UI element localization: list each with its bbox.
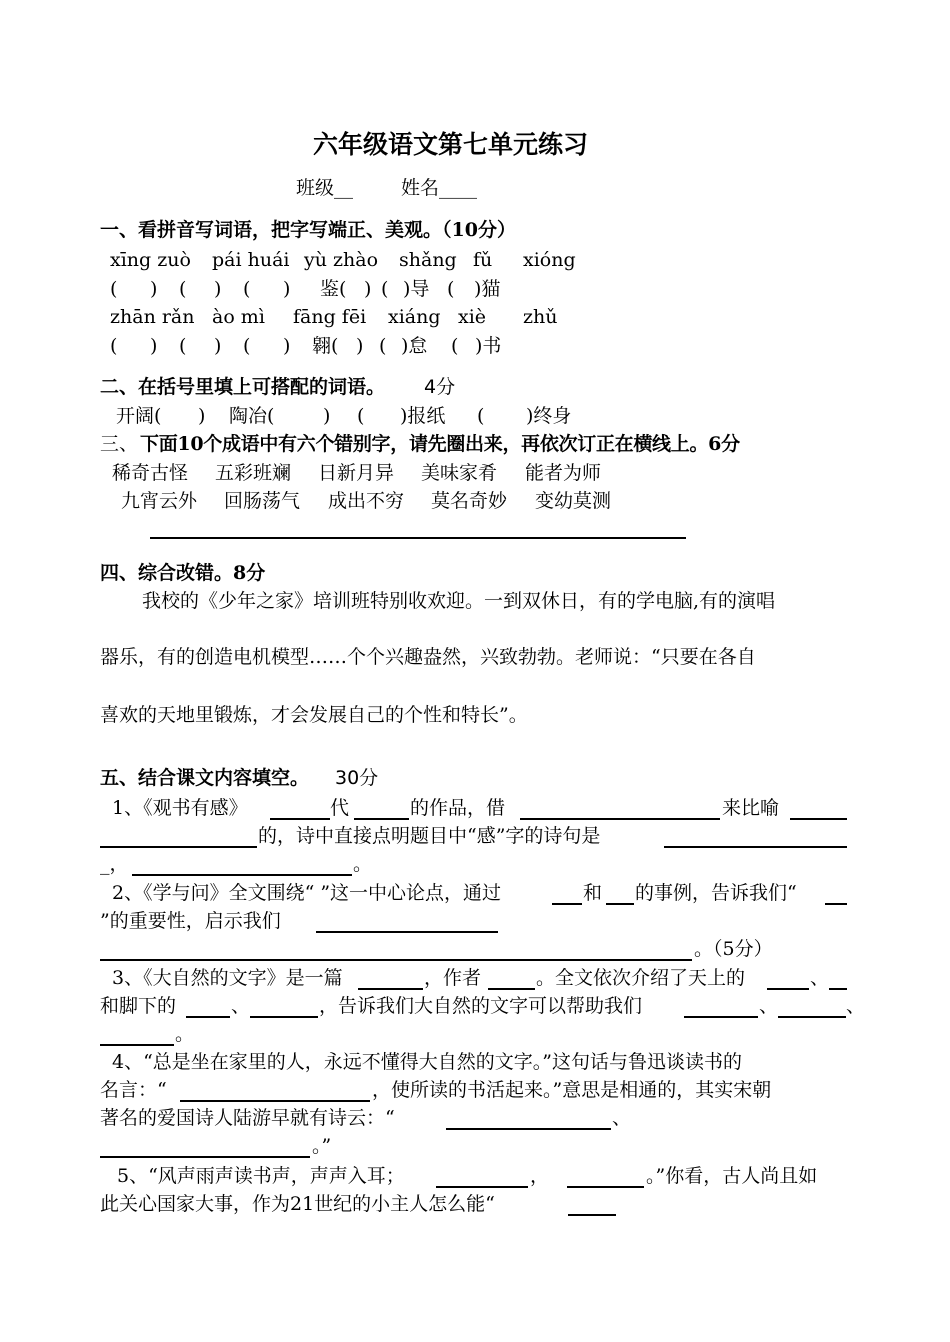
section-5-score: 30分: [335, 767, 379, 789]
answer-blank[interactable]: [568, 1214, 616, 1216]
q4-text: 。”: [312, 1135, 332, 1157]
pinyin-word: xiè: [458, 306, 487, 328]
answer-blank[interactable]: [100, 1156, 310, 1158]
q1-text: _，: [100, 853, 129, 875]
idiom: 成出不穷: [328, 490, 405, 512]
idiom: 九宵云外: [121, 490, 198, 512]
idiom: 变幼莫测: [535, 490, 612, 512]
section-1-heading: 一、看拼音写词语，把字写端正、美观。（10分）: [100, 219, 516, 241]
collocation-item: (: [477, 405, 485, 427]
answer-blank[interactable]: [606, 903, 634, 905]
bracket: )怠: [401, 335, 428, 357]
q3-text: ，告诉我们大自然的文字可以帮助我们: [319, 995, 643, 1017]
answer-blank[interactable]: [132, 874, 352, 876]
answer-blank[interactable]: [180, 1100, 370, 1102]
bracket: ): [356, 335, 364, 357]
idiom: 稀奇古怪: [112, 462, 189, 484]
answer-blank[interactable]: [100, 959, 692, 961]
answer-blank[interactable]: [358, 988, 423, 990]
answer-blank[interactable]: [354, 818, 409, 820]
bracket: ): [283, 278, 291, 300]
q3-text: 、: [810, 967, 830, 989]
pinyin-word: ào mì: [212, 306, 265, 328]
bracket: 翱(: [312, 335, 339, 357]
answer-blank[interactable]: [778, 1016, 846, 1018]
q1-text: 的，诗中直接点明题目中“感”字的诗句是: [258, 825, 601, 847]
answer-blank[interactable]: [552, 903, 582, 905]
bracket: (: [379, 335, 387, 357]
q5-text: 此关心国家大事，作为21世纪的小主人怎么能“: [100, 1193, 495, 1215]
q3-text: 。: [175, 1023, 195, 1045]
section-2-score: 4分: [424, 376, 456, 398]
answer-blank[interactable]: [316, 931, 498, 933]
q4-text: ，使所读的书活起来。”意思是相通的，其实宋朝: [372, 1079, 772, 1101]
bracket: 鉴(: [320, 278, 347, 300]
bracket: (: [179, 335, 187, 357]
q3-text: 、: [759, 995, 779, 1017]
pinyin-word: xióng: [523, 249, 576, 271]
q3-text: 。全文依次介绍了天上的: [536, 967, 746, 989]
pinyin-word: shǎng: [399, 249, 457, 271]
bracket: (: [381, 278, 389, 300]
q3-text: 、: [846, 995, 866, 1017]
correction-answer-line[interactable]: [150, 537, 686, 539]
page-title: 六年级语文第七单元练习: [313, 130, 589, 159]
q1-text: 。: [353, 853, 373, 875]
bracket: (: [110, 335, 118, 357]
q5-text: 5、“风声雨声读书声，声声入耳；: [117, 1165, 405, 1187]
q3-text: 3、《大自然的文字》是一篇: [112, 967, 343, 989]
answer-blank[interactable]: [250, 1016, 318, 1018]
paragraph-line: 器乐，有的创造电机模型……个个兴趣盎然，兴致勃勃。老师说：“只要在各自: [100, 646, 756, 668]
answer-blank[interactable]: [664, 846, 847, 848]
bracket: (: [243, 335, 251, 357]
bracket: ): [364, 278, 372, 300]
answer-blank[interactable]: [100, 846, 257, 848]
answer-blank[interactable]: [567, 1186, 644, 1188]
q4-text: 、: [612, 1107, 632, 1129]
answer-blank[interactable]: [520, 818, 720, 820]
bracket: )导: [403, 278, 430, 300]
paragraph-line: 喜欢的天地里锻炼，才会发展自己的个性和特长”。: [100, 704, 528, 726]
q4-text: 4、“总是坐在家里的人，永远不懂得大自然的文字。”这句话与鲁迅谈读书的: [112, 1051, 743, 1073]
pinyin-word: zhān rǎn: [110, 306, 195, 328]
answer-blank[interactable]: [684, 1016, 758, 1018]
answer-blank[interactable]: [767, 988, 809, 990]
q1-text: 1、《观书有感》: [112, 797, 248, 819]
q4-text: 著名的爱国诗人陆游早就有诗云：“: [100, 1107, 395, 1129]
bracket: ): [214, 335, 222, 357]
section-4-heading: 四、综合改错。8分: [100, 562, 266, 584]
paragraph-line: 我校的《少年之家》培训班特别收欢迎。一到双休日，有的学电脑,有的演唱: [142, 590, 776, 612]
name-label: 姓名____: [401, 177, 478, 199]
answer-blank[interactable]: [825, 903, 847, 905]
pinyin-word: xiáng: [388, 306, 441, 328]
answer-blank[interactable]: [100, 1044, 174, 1046]
bracket: ): [150, 335, 158, 357]
pinyin-word: pái huái: [212, 249, 290, 271]
q5-text: 。”你看，古人尚且如: [646, 1165, 818, 1187]
class-label: 班级__: [296, 177, 354, 199]
pinyin-word: fāng fēi: [293, 306, 367, 328]
idiom: 能者为师: [525, 462, 602, 484]
bracket: (: [447, 278, 455, 300]
q2-text: 。（5分）: [694, 938, 773, 960]
collocation-item: )终身: [526, 405, 572, 427]
collocation-item: 开阔(: [116, 405, 162, 427]
section-5-heading: 五、结合课文内容填空。: [100, 767, 310, 789]
bracket: ): [283, 335, 291, 357]
bracket: )猫: [474, 278, 501, 300]
section-2-heading: 二、在括号里填上可搭配的词语。: [100, 376, 386, 398]
answer-blank[interactable]: [488, 988, 535, 990]
idiom: 回肠荡气: [224, 490, 301, 512]
q2-text: ”的重要性，启示我们: [100, 910, 281, 932]
idiom: 日新月异: [318, 462, 395, 484]
bracket: (: [110, 278, 118, 300]
bracket: (: [243, 278, 251, 300]
bracket: (: [451, 335, 459, 357]
answer-blank[interactable]: [436, 1186, 528, 1188]
bracket: ): [150, 278, 158, 300]
idiom: 五彩班斓: [215, 462, 292, 484]
section-3-heading: 下面10个成语中有六个错别字，请先圈出来，再依次订正在横线上。6分: [140, 433, 740, 455]
idiom: 莫名奇妙: [431, 490, 508, 512]
bracket: ): [214, 278, 222, 300]
answer-blank[interactable]: [186, 1016, 230, 1018]
q1-text: 代: [330, 797, 350, 819]
q1-text: 的作品，借: [410, 797, 506, 819]
collocation-item: 陶冶(: [229, 405, 275, 427]
q3-text: 和脚下的: [100, 995, 177, 1017]
bracket: )书: [475, 335, 502, 357]
pinyin-word: xīng zuò: [110, 249, 191, 271]
collocation-item: )报纸: [400, 405, 446, 427]
q2-text: 的事例，告诉我们“: [635, 882, 797, 904]
q2-text: 2、《学与问》全文围绕“ ”这一中心论点，通过: [112, 882, 502, 904]
pinyin-word: fǔ: [473, 249, 493, 271]
collocation-item: ): [198, 405, 206, 427]
pinyin-word: zhǔ: [523, 306, 558, 328]
q5-text: ，: [530, 1165, 550, 1187]
collocation-item: (: [357, 405, 365, 427]
q2-text: 和: [583, 882, 603, 904]
bracket: (: [179, 278, 187, 300]
section-3-number: 三、: [100, 433, 139, 455]
answer-blank[interactable]: [829, 988, 847, 990]
answer-blank[interactable]: [270, 818, 330, 820]
idiom: 美味家肴: [421, 462, 498, 484]
q3-text: 、: [231, 995, 251, 1017]
answer-blank[interactable]: [790, 818, 847, 820]
q4-text: 名言：“: [100, 1079, 167, 1101]
collocation-item: ): [323, 405, 331, 427]
q1-text: 来比喻: [722, 797, 780, 819]
q3-text: ，作者: [424, 967, 482, 989]
pinyin-word: yù zhào: [304, 249, 379, 271]
answer-blank[interactable]: [446, 1128, 611, 1130]
